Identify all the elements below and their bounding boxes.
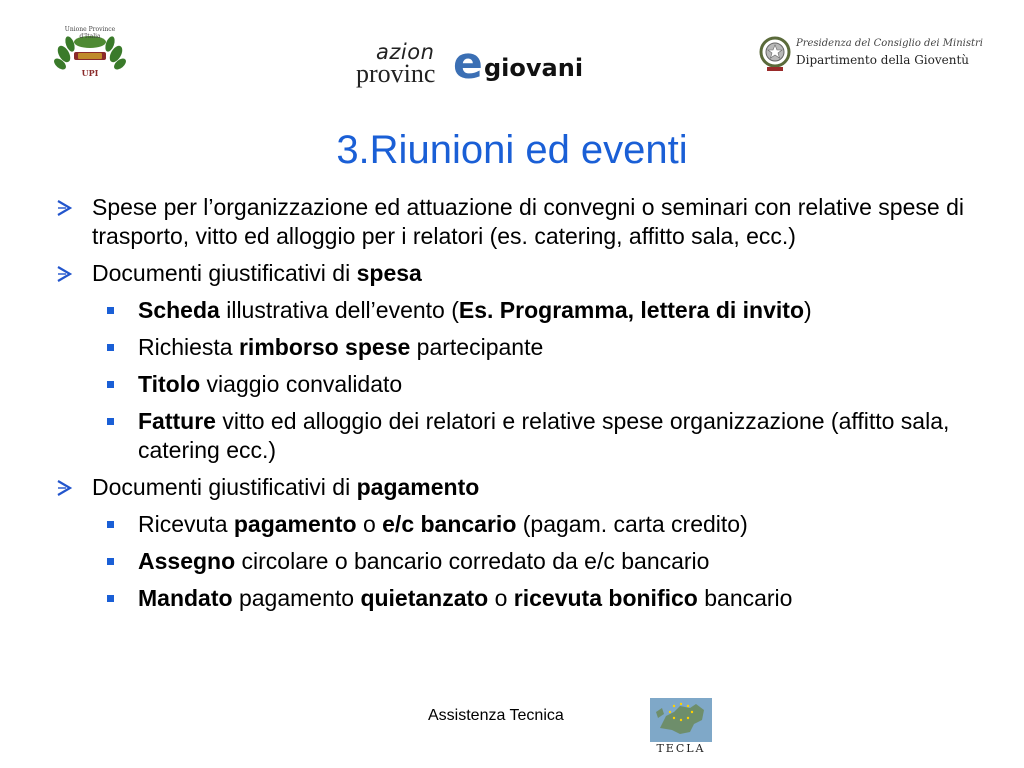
presidenza-logo [758,34,983,76]
square-bullet-icon [107,344,114,351]
bullet-text: pagamento [356,474,480,500]
bullet-text: Richiesta [138,334,239,360]
logo-giovani-text: giovani [484,54,584,82]
square-bullet-icon [107,307,114,314]
bullet-text: Es. Programma, lettera di invito [458,297,804,323]
bullet-text: Titolo [138,371,201,397]
bullet-item [54,193,984,251]
bullet-text: circolare o bancario corredato da e/c bancario [235,548,710,574]
arrow-bullet-icon [54,259,76,288]
arrow-bullet-icon [54,193,76,222]
bullet-text: o [356,511,383,537]
tecla-label: TECLA [656,742,706,755]
sub-bullet-item [54,584,984,613]
presidenza-line2: Dipartimento della Gioventù [796,53,969,67]
bullet-text: ricevuta bonifico [513,585,698,611]
logo-provinc-text: provinc [356,59,436,88]
bullet-item [54,259,984,288]
bullet-item [54,473,984,502]
sub-bullet-item [54,333,984,362]
square-bullet-icon [107,381,114,388]
bullet-text: Ricevuta [138,511,234,537]
bullet-text: quietanzato [360,585,489,611]
upi-logo-label: UPI [81,68,99,78]
bullet-text: viaggio convalidato [200,371,403,397]
bullet-text: Scheda [138,297,220,323]
arrow-bullet-icon [54,473,76,502]
bullet-text: partecipante [410,334,544,360]
bullet-text: Spese per l’organizzazione ed attuazione di convegni o seminari con relative spese di trasporto, vitto ed alloggio per i relatori (es. catering, affitto sala, ecc.) [92,194,964,249]
bullet-text: Assegno [138,548,236,574]
bullet-list [54,193,984,621]
bullet-text: (pagam. carta credito) [516,511,748,537]
bullet-text: bancario [697,585,793,611]
square-bullet-icon [107,558,114,565]
footer-text: Assistenza Tecnica [428,707,564,724]
bullet-text: ) [804,297,812,323]
bullet-text: e/c bancario [382,511,517,537]
logo-e-glyph: e [453,38,483,89]
sub-bullet-item [54,296,984,325]
bullet-text: Documenti giustificativi di [92,260,357,286]
azione-province-giovani-logo [356,40,598,90]
upi-logo [50,22,130,82]
bullet-text: o [488,585,514,611]
square-bullet-icon [107,418,114,425]
sub-bullet-item [54,370,984,399]
logo-azion-text: azion [376,40,435,64]
emblem-icon [758,34,792,74]
europe-map-icon [650,698,712,742]
bullet-text: Mandato [138,585,233,611]
tecla-logo [650,698,712,758]
bullet-text: vitto ed alloggio dei relatori e relative spese organizzazione (affitto sala, catering ecc.) [138,408,950,463]
bullet-text: rimborso spese [238,334,411,360]
square-bullet-icon [107,595,114,602]
bullet-text: pagamento [233,511,357,537]
bullet-text: Documenti giustificativi di [92,474,357,500]
bullet-text: illustrativa dell’evento ( [219,297,459,323]
upi-logo-caption: Unione Province d'Italia [64,26,116,40]
sub-bullet-item [54,407,984,465]
slide-title: 3.Riunioni ed eventi [336,128,688,172]
sub-bullet-item [54,547,984,576]
bullet-text: spesa [356,260,422,286]
bullet-text: Fatture [138,408,216,434]
bullet-text: pagamento [232,585,361,611]
square-bullet-icon [107,521,114,528]
sub-bullet-item [54,510,984,539]
presidenza-line1: Presidenza del Consiglio dei Ministri [796,38,983,49]
